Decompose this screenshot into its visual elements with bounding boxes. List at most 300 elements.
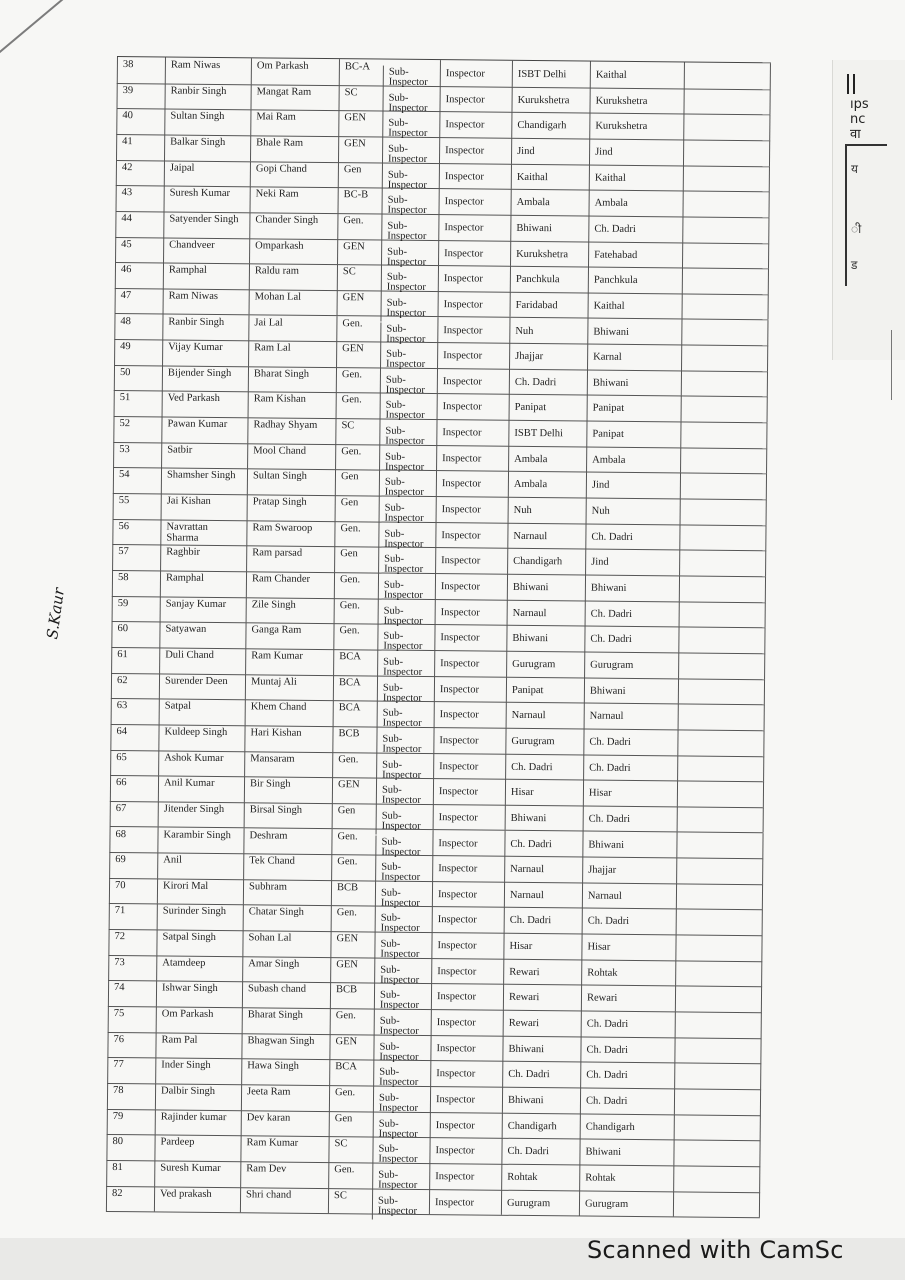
serial-number-cell: 39 (116, 83, 164, 109)
page-fragment-mark: य (851, 162, 858, 176)
remarks-cell (677, 755, 764, 781)
name-cell: Suresh Kumar (164, 186, 250, 212)
serial-number-cell: 48 (114, 313, 162, 339)
category-cell: GEN (329, 1034, 373, 1060)
home-district-cell: Jhajjar (582, 857, 676, 884)
promoted-rank-cell: Inspector (434, 676, 506, 702)
home-district-cell: Rohtak (579, 1164, 673, 1191)
present-rank-cell: Sub-Inspector (373, 1066, 430, 1092)
posting-station-cell: Ch. Dadri (509, 369, 587, 395)
present-rank-cell: Sub-Inspector (376, 784, 433, 810)
category-cell: BCB (332, 726, 376, 752)
name-cell: Duli Chand (159, 647, 245, 673)
home-district-cell: Narnaul (584, 703, 678, 730)
name-cell: Rajinder kumar (155, 1109, 241, 1135)
promoted-rank-cell: Inspector (438, 265, 510, 291)
serial-number-cell: 79 (107, 1109, 155, 1135)
home-district-cell: Bhiwani (587, 318, 681, 345)
category-cell: Gen (332, 803, 376, 829)
category-cell: Gen. (336, 367, 380, 393)
promoted-rank-cell: Inspector (436, 445, 508, 471)
father-name-cell: Mohan Lal (249, 289, 337, 315)
serial-number-cell: 75 (108, 1006, 156, 1032)
home-district-cell: Nuh (586, 498, 680, 525)
father-name-cell: Bharat Singh (248, 366, 336, 392)
present-rank-cell: Sub-Inspector (373, 1092, 430, 1118)
page-fragment-line (891, 330, 892, 400)
father-name-cell: Ram parsad (246, 546, 334, 572)
present-rank-cell: Sub-Inspector (372, 1143, 429, 1169)
posting-station-cell: Chandigarh (511, 112, 589, 138)
posting-station-cell: Rohtak (501, 1164, 579, 1190)
remarks-cell (683, 114, 770, 140)
category-cell: Gen. (329, 1085, 373, 1111)
present-rank-cell: Sub-Inspector (372, 1194, 429, 1220)
serial-number-cell: 40 (116, 108, 164, 134)
remarks-cell (681, 345, 768, 371)
posting-station-cell: Bhiwani (510, 215, 588, 241)
remarks-cell (682, 216, 769, 242)
present-rank-cell: Sub-Inspector (375, 861, 432, 887)
promoted-rank-cell: Inspector (436, 419, 508, 445)
category-cell: Gen (338, 162, 382, 188)
serial-number-cell: 42 (116, 160, 164, 186)
remarks-cell (683, 88, 770, 114)
name-cell: Ram Pal (155, 1032, 241, 1058)
father-name-cell: Sohan Lal (242, 930, 330, 956)
promoted-rank-cell: Inspector (431, 1009, 503, 1035)
posting-station-cell: Jhajjar (509, 343, 587, 369)
name-cell: Pawan Kumar (161, 417, 247, 443)
category-cell: SC (328, 1188, 372, 1214)
category-cell: BCA (333, 675, 377, 701)
home-district-cell: Ch. Dadri (585, 523, 679, 550)
home-district-cell: Chandigarh (580, 1113, 674, 1140)
remarks-cell (680, 447, 767, 473)
father-name-cell: Mansaram (244, 751, 332, 777)
posting-station-cell: Gurugram (505, 728, 583, 754)
present-rank-cell: Sub-Inspector (374, 963, 431, 989)
posting-station-cell: Rewari (503, 959, 581, 985)
posting-station-cell: Nuh (509, 317, 587, 343)
present-rank-cell: Sub-Inspector (383, 66, 440, 92)
remarks-cell (679, 601, 766, 627)
father-name-cell: Subhram (243, 879, 331, 905)
category-cell: Gen. (334, 521, 378, 547)
posting-station-cell: Hisar (505, 779, 583, 805)
remarks-cell (676, 832, 763, 858)
home-district-cell: Narnaul (582, 882, 676, 909)
home-district-cell: Ch. Dadri (585, 600, 679, 627)
father-name-cell: Mai Ram (250, 110, 338, 136)
home-district-cell: Ch. Dadri (584, 626, 678, 653)
home-district-cell: Ch. Dadri (580, 1062, 674, 1089)
father-name-cell: Zile Singh (246, 597, 334, 623)
remarks-cell (680, 498, 767, 524)
home-district-cell: Bhiwani (579, 1139, 673, 1166)
promoted-rank-cell: Inspector (431, 958, 503, 984)
father-name-cell: Tek Chand (243, 853, 331, 879)
promoted-rank-cell: Inspector (435, 573, 507, 599)
father-name-cell: Ram Kumar (240, 1136, 328, 1162)
category-cell: BCA (333, 700, 377, 726)
posting-station-cell: Gurugram (501, 1189, 579, 1215)
present-rank-cell: Sub-Inspector (374, 938, 431, 964)
posting-station-cell: Narnaul (507, 522, 585, 548)
remarks-cell (673, 1140, 760, 1166)
category-cell: GEN (330, 931, 374, 957)
serial-number-cell: 60 (111, 621, 159, 647)
posting-station-cell: Panipat (509, 394, 587, 420)
father-name-cell: Hawa Singh (241, 1059, 329, 1085)
father-name-cell: Subash chand (242, 982, 330, 1008)
posting-station-cell: Bhiwani (506, 625, 584, 651)
category-cell: GEN (338, 136, 382, 162)
present-rank-cell: Sub-Inspector (379, 425, 436, 451)
serial-number-cell: 44 (115, 211, 163, 237)
remarks-cell (682, 191, 769, 217)
category-cell: BC-A (339, 59, 383, 85)
present-rank-cell: Sub-Inspector (382, 91, 439, 117)
home-district-cell: Panchkula (588, 267, 682, 294)
serial-number-cell: 62 (111, 673, 159, 699)
name-cell: Suresh Kumar (154, 1160, 240, 1186)
serial-number-cell: 58 (112, 570, 160, 596)
promoted-rank-cell: Inspector (435, 599, 507, 625)
name-cell: Anil (157, 853, 243, 879)
remarks-cell (674, 1037, 761, 1063)
adjacent-page-edge (832, 60, 905, 360)
name-cell: Surinder Singh (157, 904, 243, 930)
category-cell: GEN (337, 239, 381, 265)
posting-station-cell: Ch. Dadri (505, 753, 583, 779)
remarks-cell (678, 627, 765, 653)
present-rank-cell: Sub-Inspector (375, 835, 432, 861)
home-district-cell: Ch. Dadri (583, 728, 677, 755)
posting-station-cell: Bhiwani (502, 1035, 580, 1061)
name-cell: Vijay Kumar (162, 340, 248, 366)
category-cell: Gen (335, 495, 379, 521)
father-name-cell: Ram Lal (248, 340, 336, 366)
present-rank-cell: Sub-Inspector (381, 219, 438, 245)
father-name-cell: Khem Chand (245, 700, 333, 726)
home-district-cell: Kurukshetra (589, 87, 683, 114)
father-name-cell: Bir Singh (244, 776, 332, 802)
serial-number-cell: 64 (110, 724, 158, 750)
present-rank-cell: Sub-Inspector (375, 912, 432, 938)
category-cell: Gen. (336, 393, 380, 419)
page-fragment-text: ıps (850, 97, 869, 112)
serial-number-cell: 51 (114, 390, 162, 416)
present-rank-cell: Sub-Inspector (376, 732, 433, 758)
present-rank-cell: Sub-Inspector (375, 886, 432, 912)
promoted-rank-cell: Inspector (435, 547, 507, 573)
home-district-cell: Panipat (586, 421, 680, 448)
present-rank-cell: Sub-Inspector (379, 476, 436, 502)
posting-station-cell: Kurukshetra (511, 86, 589, 112)
name-cell: Satyender Singh (163, 211, 249, 237)
name-cell: Ved prakash (154, 1186, 240, 1212)
remarks-cell (678, 704, 765, 730)
home-district-cell: Bhiwani (587, 369, 681, 396)
home-district-cell: Ch. Dadri (588, 215, 682, 242)
promoted-rank-cell: Inspector (431, 983, 503, 1009)
remarks-cell (676, 883, 763, 909)
serial-number-cell: 67 (110, 801, 158, 827)
name-cell: Ram Niwas (163, 288, 249, 314)
table-row (106, 1186, 760, 1219)
name-cell: Satpal Singh (156, 930, 242, 956)
father-name-cell: Radhay Shyam (247, 417, 335, 443)
promoted-rank-cell: Inspector (438, 291, 510, 317)
father-name-cell: Ram Kishan (248, 392, 336, 418)
home-district-cell: Ch. Dadri (583, 805, 677, 832)
remarks-cell (675, 934, 762, 960)
promotion-table (106, 56, 771, 1219)
posting-station-cell: Ch. Dadri (501, 1138, 579, 1164)
father-name-cell: Chatar Singh (243, 905, 331, 931)
present-rank-cell: Sub-Inspector (373, 1117, 430, 1143)
category-cell: Gen (334, 546, 378, 572)
name-cell: Ram Niwas (165, 57, 251, 83)
remarks-cell (677, 781, 764, 807)
posting-station-cell: ISBT Delhi (508, 420, 586, 446)
category-cell: Gen. (331, 854, 375, 880)
name-cell: Dalbir Singh (155, 1083, 241, 1109)
serial-number-cell: 69 (109, 852, 157, 878)
posting-station-cell: Narnaul (504, 856, 582, 882)
father-name-cell: Neki Ram (250, 187, 338, 213)
father-name-cell: Dev karan (241, 1110, 329, 1136)
remarks-cell (683, 165, 770, 191)
home-district-cell: Ch. Dadri (581, 1011, 675, 1038)
name-cell: Raghbir (160, 545, 246, 571)
name-cell: Ishwar Singh (156, 981, 242, 1007)
promoted-rank-cell: Inspector (433, 727, 505, 753)
present-rank-cell: Sub-Inspector (378, 553, 435, 579)
category-cell: Gen. (328, 1162, 372, 1188)
home-district-cell: Karnal (587, 344, 681, 371)
remarks-cell (680, 473, 767, 499)
name-cell: Anil Kumar (158, 776, 244, 802)
father-name-cell: Jeeta Ram (241, 1084, 329, 1110)
promoted-rank-cell: Inspector (432, 830, 504, 856)
posting-station-cell: Rewari (503, 984, 581, 1010)
posting-station-cell: Bhiwani (502, 1087, 580, 1113)
serial-number-cell: 66 (110, 775, 158, 801)
remarks-cell (674, 1088, 761, 1114)
name-cell: Surender Deen (159, 673, 245, 699)
remarks-cell (682, 242, 769, 268)
posting-station-cell: Ambala (510, 189, 588, 215)
promoted-rank-cell: Inspector (438, 188, 510, 214)
home-district-cell: Kurukshetra (589, 113, 683, 140)
father-name-cell: Pratap Singh (247, 494, 335, 520)
serial-number-cell: 56 (112, 519, 160, 545)
present-rank-cell: Sub-Inspector (377, 707, 434, 733)
father-name-cell: Mangat Ram (250, 84, 338, 110)
present-rank-cell: Sub-Inspector (379, 399, 436, 425)
posting-station-cell: Bhiwani (507, 574, 585, 600)
name-cell: Satbir (161, 442, 247, 468)
present-rank-cell: Sub-Inspector (372, 1168, 429, 1194)
category-cell: Gen. (336, 316, 380, 342)
serial-number-cell: 63 (111, 698, 159, 724)
page-fragment-mark: ड (851, 258, 858, 272)
remarks-cell (676, 858, 763, 884)
posting-station-cell: ISBT Delhi (512, 61, 590, 87)
present-rank-cell: Sub-Inspector (378, 604, 435, 630)
posting-station-cell: Hisar (503, 933, 581, 959)
name-cell: Ashok Kumar (158, 750, 244, 776)
category-cell: SC (335, 418, 379, 444)
category-cell: Gen. (330, 1008, 374, 1034)
serial-number-cell: 70 (109, 878, 157, 904)
page-fragment-mark: ी (851, 222, 862, 236)
promoted-rank-cell: Inspector (432, 906, 504, 932)
posting-station-cell: Kurukshetra (510, 240, 588, 266)
promoted-rank-cell: Inspector (434, 650, 506, 676)
promoted-rank-cell: Inspector (434, 624, 506, 650)
present-rank-cell: Sub-Inspector (382, 142, 439, 168)
serial-number-cell: 41 (116, 134, 164, 160)
present-rank-cell: Sub-Inspector (376, 809, 433, 835)
present-rank-cell: Sub-Inspector (380, 296, 437, 322)
page-fragment-text: वा (850, 127, 861, 142)
father-name-cell: Ram Chander (246, 571, 334, 597)
serial-number-cell: 74 (108, 980, 156, 1006)
promoted-rank-cell: Inspector (436, 496, 508, 522)
name-cell: Karambir Singh (157, 827, 243, 853)
promoted-rank-cell: Inspector (433, 804, 505, 830)
father-name-cell: Deshram (243, 828, 331, 854)
name-cell: Bijender Singh (162, 365, 248, 391)
promoted-rank-cell: Inspector (437, 394, 509, 420)
home-district-cell: Bhiwani (585, 575, 679, 602)
serial-number-cell: 76 (107, 1032, 155, 1058)
promoted-rank-cell: Inspector (433, 753, 505, 779)
home-district-cell: Gurugram (579, 1190, 673, 1217)
category-cell: SC (338, 85, 382, 111)
serial-number-cell: 54 (113, 467, 161, 493)
serial-number-cell: 59 (112, 596, 160, 622)
remarks-cell (679, 524, 766, 550)
paper-fold-line (0, 0, 97, 55)
promoted-rank-cell: Inspector (439, 86, 511, 112)
posting-station-cell: Ch. Dadri (504, 907, 582, 933)
posting-station-cell: Ambala (508, 471, 586, 497)
father-name-cell: Bhale Ram (250, 135, 338, 161)
remarks-cell (680, 422, 767, 448)
father-name-cell: Gopi Chand (250, 161, 338, 187)
serial-number-cell: 38 (117, 57, 165, 83)
home-district-cell: Bhiwani (584, 677, 678, 704)
serial-number-cell: 81 (106, 1160, 154, 1186)
name-cell: Inder Singh (155, 1058, 241, 1084)
posting-station-cell: Faridabad (510, 292, 588, 318)
serial-number-cell: 49 (114, 339, 162, 365)
serial-number-cell: 45 (115, 237, 163, 263)
promoted-rank-cell: Inspector (438, 240, 510, 266)
category-cell: Gen. (333, 623, 377, 649)
serial-number-cell: 72 (108, 929, 156, 955)
promoted-rank-cell: Inspector (439, 111, 511, 137)
present-rank-cell: Sub-Inspector (377, 681, 434, 707)
present-rank-cell: Sub-Inspector (381, 271, 438, 297)
page-fragment-text: nc (850, 112, 866, 127)
father-name-cell: Shri chand (240, 1187, 328, 1213)
present-rank-cell: Sub-Inspector (380, 348, 437, 374)
promoted-rank-cell: Inspector (440, 60, 512, 86)
remarks-cell (673, 1191, 760, 1217)
father-name-cell: Ram Kumar (245, 648, 333, 674)
home-district-cell: Bhiwani (582, 831, 676, 858)
posting-station-cell: Narnaul (504, 882, 582, 908)
home-district-cell: Kaithal (589, 164, 683, 191)
home-district-cell: Ch. Dadri (582, 908, 676, 935)
home-district-cell: Ch. Dadri (580, 1036, 674, 1063)
posting-station-cell: Narnaul (507, 599, 585, 625)
father-name-cell: Mool Chand (247, 443, 335, 469)
serial-number-cell: 71 (109, 903, 157, 929)
home-district-cell: Gurugram (584, 651, 678, 678)
posting-station-cell: Gurugram (506, 651, 584, 677)
category-cell: GEN (332, 777, 376, 803)
promoted-rank-cell: Inspector (432, 881, 504, 907)
category-cell: GEN (336, 341, 380, 367)
present-rank-cell: Sub-Inspector (378, 502, 435, 528)
promoted-rank-cell: Inspector (436, 470, 508, 496)
posting-station-cell: Jind (511, 138, 589, 164)
father-name-cell: Raldu ram (249, 263, 337, 289)
serial-number-cell: 46 (115, 262, 163, 288)
remarks-cell (682, 268, 769, 294)
present-rank-cell: Sub-Inspector (374, 989, 431, 1015)
promoted-rank-cell: Inspector (437, 342, 509, 368)
serial-number-cell: 82 (106, 1186, 154, 1212)
category-cell: Gen (335, 470, 379, 496)
category-cell: Gen. (331, 906, 375, 932)
remarks-cell (676, 909, 763, 935)
remarks-cell (684, 62, 771, 88)
father-name-cell: Bhagwan Singh (241, 1033, 329, 1059)
home-district-cell: Kaithal (590, 62, 684, 89)
home-district-cell: Jind (586, 472, 680, 499)
serial-number-cell: 57 (112, 544, 160, 570)
posting-station-cell: Nuh (508, 497, 586, 523)
name-cell: Satyawan (159, 622, 245, 648)
remarks-cell (681, 396, 768, 422)
remarks-cell (677, 729, 764, 755)
home-district-cell: Ambala (586, 446, 680, 473)
serial-number-cell: 47 (115, 288, 163, 314)
home-district-cell: Ambala (588, 190, 682, 217)
home-district-cell: Rewari (581, 985, 675, 1012)
promoted-rank-cell: Inspector (435, 522, 507, 548)
posting-station-cell: Chandigarh (507, 548, 585, 574)
posting-station-cell: Panchkula (510, 266, 588, 292)
father-name-cell: Amar Singh (242, 956, 330, 982)
serial-number-cell: 65 (110, 750, 158, 776)
remarks-cell (681, 370, 768, 396)
name-cell: Navrattan Sharma (160, 519, 246, 545)
promoted-rank-cell: Inspector (431, 932, 503, 958)
promoted-rank-cell: Inspector (430, 1060, 502, 1086)
present-rank-cell: Sub-Inspector (381, 245, 438, 271)
serial-number-cell: 53 (113, 442, 161, 468)
remarks-cell (679, 575, 766, 601)
posting-station-cell: Ch. Dadri (504, 830, 582, 856)
